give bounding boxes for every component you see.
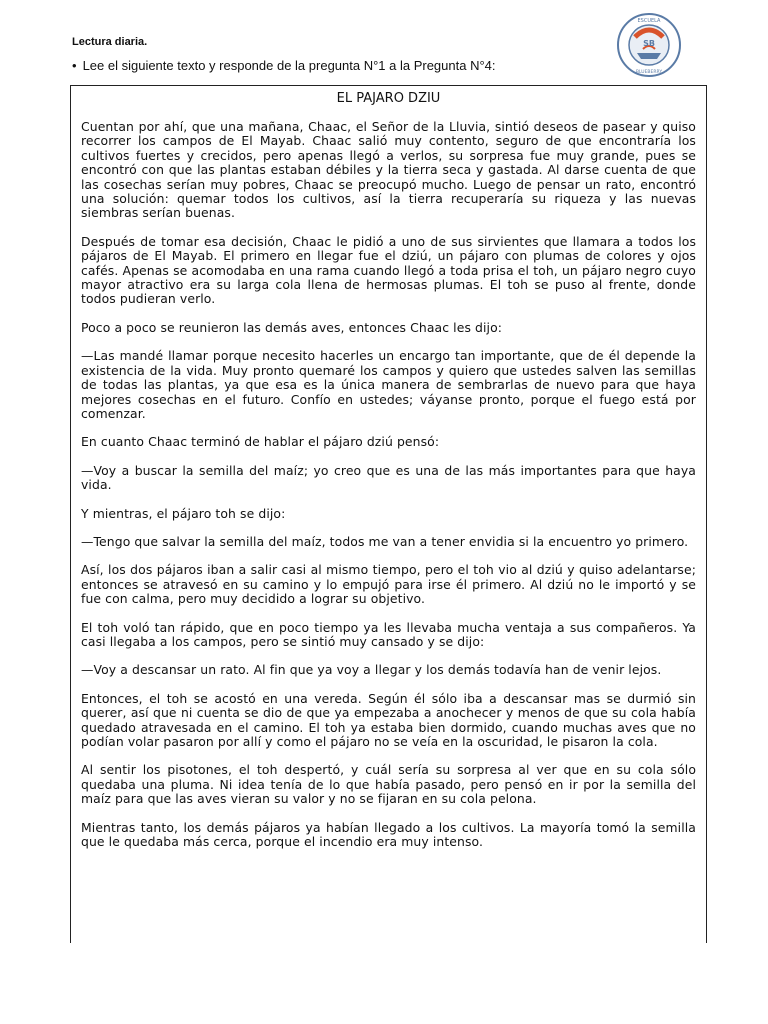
story-paragraph: Y mientras, el pájaro toh se dijo:: [81, 505, 286, 521]
story-title: EL PAJARO DZIU: [336, 91, 441, 106]
school-logo-emblem: [617, 13, 681, 77]
instruction-bullet: •: [72, 58, 77, 73]
story-paragraph: —Voy a descansar un rato. Al fin que ya voy a llegar y los demás todavía han de venir lejos.: [81, 662, 662, 678]
story-paragraph: —Tengo que salvar la semilla del maíz, todos me van a tener envidia si la encuentro yo primero.: [81, 533, 689, 549]
logo-top-text: ESCUELA: [637, 18, 661, 24]
story-paragraph: En cuanto Chaac terminó de hablar el pájaro dziú pensó:: [81, 434, 440, 450]
story-paragraph: El toh voló tan rápido, que en poco tiempo ya les llevaba mucha ventaja a sus compañeros. Ya casi llegaba a los campos, pero se sintió muy cansado y se dijo:: [81, 619, 696, 649]
story-paragraph: Al sentir los pisotones, el toh despertó, y cuál sería su sorpresa al ver que en su cola sólo quedaba una pluma. Ni idea tenía de lo que había pasado, pero pensó en ir por la semilla del maíz para que las aves vieran su valor y no se fijaran en su cola pelona.: [81, 762, 696, 807]
reading-box: [70, 85, 707, 943]
story-paragraph: Después de tomar esa decisión, Chaac le pidió a uno de sus sirvientes que llamara a todos los pájaros de El Mayab. El primero en llegar fue el dziú, un pájaro con plumas de colores y ojos cafés. Apenas se acomodaba en una rama cuando llegó a toda prisa el toh, un pájaro negro cuyo mayor atractivo era su larga cola llena de hermosas plumas. El toh se puso al frente, donde todos pudieran verlo.: [81, 233, 696, 307]
instruction-text: Lee el siguiente texto y responde de la pregunta N°1 a la Pregunta N°4:: [82, 58, 496, 73]
story-paragraph: —Voy a buscar la semilla del maíz; yo creo que es una de las más importantes para que haya vida.: [81, 462, 696, 493]
instruction: [72, 58, 496, 73]
story-paragraph: Mientras tanto, los demás pájaros ya habían llegado a los cultivos. La mayoría tomó la semilla que le quedaba más cerca, porque el incendio era muy intenso.: [81, 819, 696, 850]
story-paragraph: —Las mandé llamar porque necesito hacerles un encargo tan importante, que de él depende la existencia de la vida. Muy pronto quemaré los campos y quiero que ustedes salven las semillas de todas las plantas, ya que esa es la única manera de sembrarlas de nuevo para que haya mejores cosechas en el futuro. Confío en ustedes; váyanse pronto, porque el fuego está por comenzar.: [81, 348, 696, 421]
story-paragraph: Cuentan por ahí, que una mañana, Chaac, el Señor de la Lluvia, sintió deseos de pasear y quiso recorrer los campos de El Mayab. Chaac salió muy contento, seguro de que encontraría los cultivos fuertes y crecidos, pero apenas llegó a verlos, su sorpresa fue muy grande, pues se encontró con que las plantas estaban débiles y la tierra seca y gastada. Al darse cuenta de que las cosechas serían muy pobres, Chaac se preocupó mucho. Luego de pensar un rato, encontró una solución: quemar todos los cultivos, así la tierra recuperaría su riqueza y las nuevas siembras serían buenas.: [81, 119, 696, 221]
logo-center-text: SB: [643, 39, 655, 48]
story-paragraph: Poco a poco se reunieron las demás aves, entonces Chaac les dijo:: [81, 319, 503, 335]
school-logo: [617, 13, 681, 77]
header-title: Lectura diaria.: [72, 36, 148, 48]
story-paragraph: Así, los dos pájaros iban a salir casi al mismo tiempo, pero el toh vio al dziú y quiso adelantarse; entonces se atravesó en su camino y lo empujó para irse él primero. Al dziú no le importó y se fue con calma, pero muy decidido a lograr su objetivo.: [81, 562, 696, 607]
story-paragraph: Entonces, el toh se acostó en una vereda. Según él sólo iba a descansar mas se durmió sin querer, así que ni cuenta se dio de que ya empezaba a anochecer y menos de que su cola había quedado atravesada en el camino. El toh ya estaba bien dormido, cuando muchas aves que no podían volar pasaron por allí y como el pájaro no se veía en la oscuridad, le pisaron la cola.: [81, 690, 696, 749]
logo-bottom-text: BLUEBERRY: [635, 70, 663, 75]
